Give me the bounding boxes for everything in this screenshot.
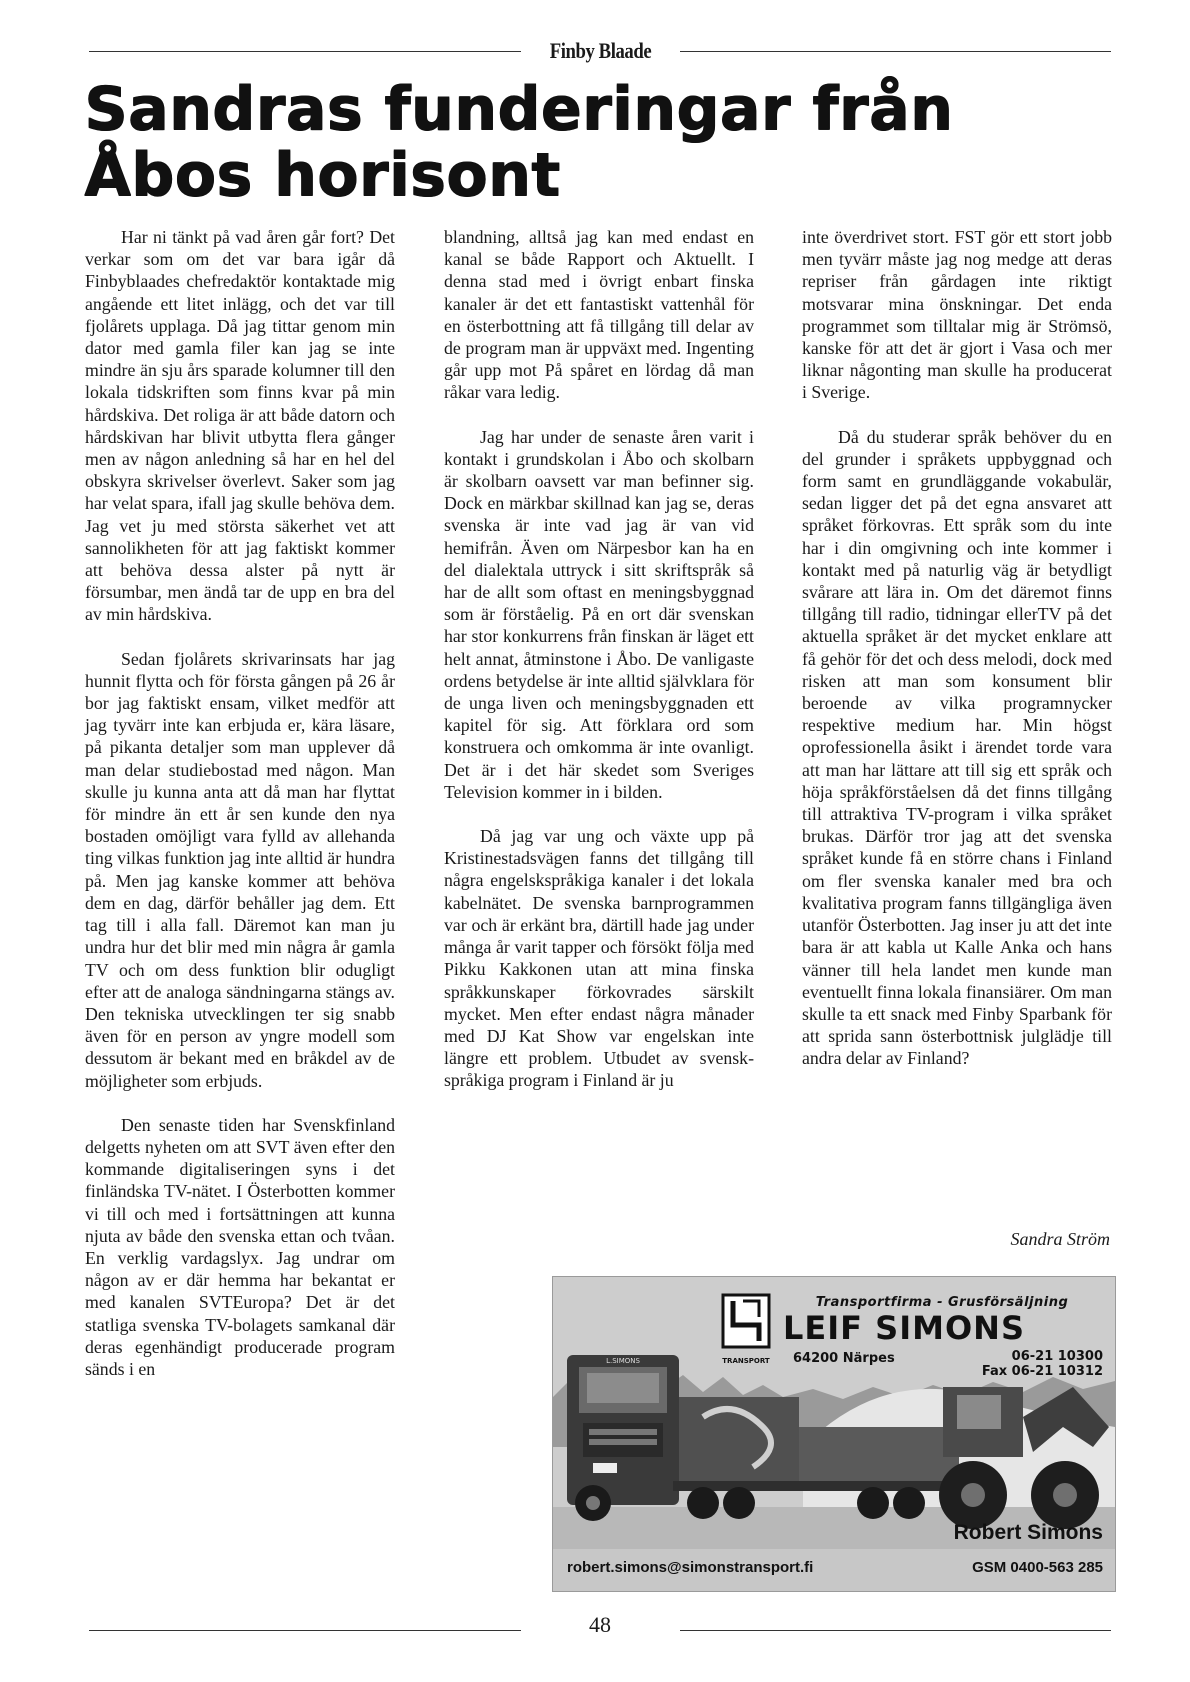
article-column-1 xyxy=(85,226,395,1380)
page-number: 48 xyxy=(589,1612,611,1637)
ad-postal-city: 64200 Närpes xyxy=(793,1351,895,1366)
publication-name: Finby Blaade xyxy=(549,38,652,63)
paragraph: Sedan fjolårets skrivarinsats har jag hunnit flytta och för första gången på 26 år bor jag faktiskt ensam, vilket medför att jag tyvärr inte kan erbjuda er, kära läsare, på pikanta detaljer som man upplever då man delar studiebostad med någon. Man skulle ju kunna anta att då man har flyttat för mindre än ett år sen kunde den nya bostaden omöjligt vara fylld av allehanda ting vilkas funktion jag inte alltid är hundra på. Men jag kanske kommer att behöva dem en dag, därför behåller jag dem. Ett tag till i alla fall. Däremot kan man ju undra hur det blir med min några år gamla TV och om dess funktion blir odugligt efter att de analoga sändningarna stängs av. Den tekniska utvecklingen ter sig snabb även för en person av yngre modell som dessutom är bekant med en bråkdel av de möjligheter som erbjuds. xyxy=(85,648,395,1091)
paragraph: Har ni tänkt på vad åren går fort? Det verkar som om det var bara igår då Finbyblaades chefredaktör kontaktade mig angående ett litet inlägg, och det var till fjolårets upplaga. Då jag tittar genom min dator med gamla filer kan jag se inte mindre än sju års sparade kolumner till den lokala tidskriften som finns kvar på min hårdskiva. Det roliga är att både datorn och hårdskivan har blivit utbytta flera gånger men av någon anledning så har en hel del obskyra skrivelser överlevt. Saker som jag har velat spara, ifall jag skulle behöva dem. Jag vet ju med största säkerhet vet att sannolikheten för att jag faktiskt kommer att behöva dessa alster på nytt är försumbar, men ändå tar de upp en bra del av min hårdskiva. xyxy=(85,227,395,625)
header-rule-right xyxy=(680,51,1111,52)
paragraph: Jag har under de senaste åren varit i kontakt i grundskolan i Åbo och skolbarn är skolbarn oavsett var man befinner sig. Dock en märkbar skillnad kan jag se, deras svenska är inte vad jag är van vid hemifrån. Även om Närpesbor kan ha en del dialektala uttryck i sitt skriftspråk så har de allt som oftast en meningsbyggnad som är förståelig. På en ort där svenskan har stor konkurrens från finskan är läget ett helt annat, åtminstone i Åbo. De vanligaste ordens betydelse är inte alltid självklara för de unga liven och meningsbyggnaden ett kapitel för sig. Att förklara ord som konstruera och omkomma är inte ovanligt. Det är i det här skedet som Sveriges Television kommer in i bilden. xyxy=(444,426,754,802)
paragraph: inte överdrivet stort. FST gör ett stort jobb men tyvärr måste jag nog medge att deras repriser från gårdagen inte riktigt motsvarar mina önskningar. Det enda programmet som tilltalar mig är Strömsö, kanske för att det är gjort i Vasa och mer liknar någonting man skulle ha producerat i Sverige. xyxy=(802,227,1112,403)
footer-rule-left xyxy=(89,1630,521,1631)
paragraph: blandning, alltså jag kan med endast en kanal se både Rapport och Aktuellt. I denna stad med i övrigt enbart finska kanaler är det ett fantastiskt vattenhål för en österbottning att få tillgång till delar av de program man är uppväxt med. Ingenting går upp mot På spåret en lördag då man råkar vara ledig. xyxy=(444,227,754,403)
ad-contact-name: Robert Simons xyxy=(953,1521,1103,1544)
article-column-2 xyxy=(444,226,754,1092)
ad-fax: Fax 06-21 10312 xyxy=(981,1364,1103,1379)
ad-tagline: Transportfirma - Grusförsäljning xyxy=(815,1295,1069,1310)
paragraph: Då du studerar språk behöver du en del grunder i språkets uppbyggnad och form samt en grundläggande vokabulär, sedan ligger det på det egna ansvaret att språket förkovras. Ett språk som du inte har i din omgivning och inte kommer i kontakt med på naturlig väg är betydligt svårare att lära in. Om det däremot finns tillgång till radio, tidningar ellerTV på det aktuella språket är det mycket enklare att få gehör för det och dess melodi, dock med risken att man som konsument blir beroende av vilka programnycker respektive medium har. Min högst oprofessionella åsikt i ärendet torde vara att man har lättare att till sig ett språk och höja språkförståelsen då det finns tillgång till attraktiva TV-program i vilka språket brukas. Därför tror jag att det svenska språket kunde få en större chans i Finland om fler svenska kanaler med bra och kvalitativa program fanns tillgängliga även utanför Österbotten. Jag inser ju att det inte bara är att kabla ut Kalle Anka och hans vänner till hela landet men kunde man eventuellt finna lokala finansiärer. Om man skulle ta ett snack med Finby Sparbank för att sprida sann österbottnisk julglädje till andra delar av Finland? xyxy=(802,426,1112,1069)
paragraph: Den senaste tiden har Svenskfinland delgetts nyheten om att SVT även efter den kommande digitaliseringen syns i det finländska TV-nätet. I Österbotten kommer vi till och med i fortsättningen att kunna njuta av både den svenska ettan och tvåan. En verklig vardagslyx. Jag undrar om någon av er där hemma har bekantat er med kanalen SVTEuropa? Det är det statliga svenska TV-bolagets samkanal där deras egenhändigt producerade program sänds i en xyxy=(85,1114,395,1379)
article-headline: Sandras funderingar från Åbos horisont xyxy=(84,74,953,210)
author-signature: Sandra Ström xyxy=(1010,1229,1110,1249)
advertisement xyxy=(552,1276,1116,1592)
logo-caption: TRANSPORT xyxy=(722,1357,770,1365)
ad-company-name: LEIF SIMONS xyxy=(783,1309,1025,1347)
ad-phone-block xyxy=(953,1349,1103,1379)
ad-phone: 06-21 10300 xyxy=(1011,1349,1103,1364)
company-logo xyxy=(723,1295,769,1347)
ad-gsm: GSM 0400-563 285 xyxy=(972,1559,1103,1576)
header-rule-left xyxy=(89,51,521,52)
truck-plate-text: L.SIMONS xyxy=(606,1357,640,1365)
paragraph: Då jag var ung och växte upp på Kristinestadsvägen fanns det tillgång till några engelskspråkiga kanaler i det lokala kabelnätet. De svenska barnprogrammen var och är erkänt bra, därtill hade jag under många år varit tapper och försökt följa med Pikku Kakkonen utan att mina finska språkkunskaper förkovrades särskilt mycket. Men efter endast några månader med DJ Kat Show var engelskan inte längre ett problem. Utbudet av svensk-språkiga program i Finland är ju xyxy=(444,826,754,1091)
article-column-3 xyxy=(802,226,1112,1070)
footer-rule-right xyxy=(680,1630,1111,1631)
ad-email: robert.simons@simonstransport.fi xyxy=(567,1559,814,1576)
